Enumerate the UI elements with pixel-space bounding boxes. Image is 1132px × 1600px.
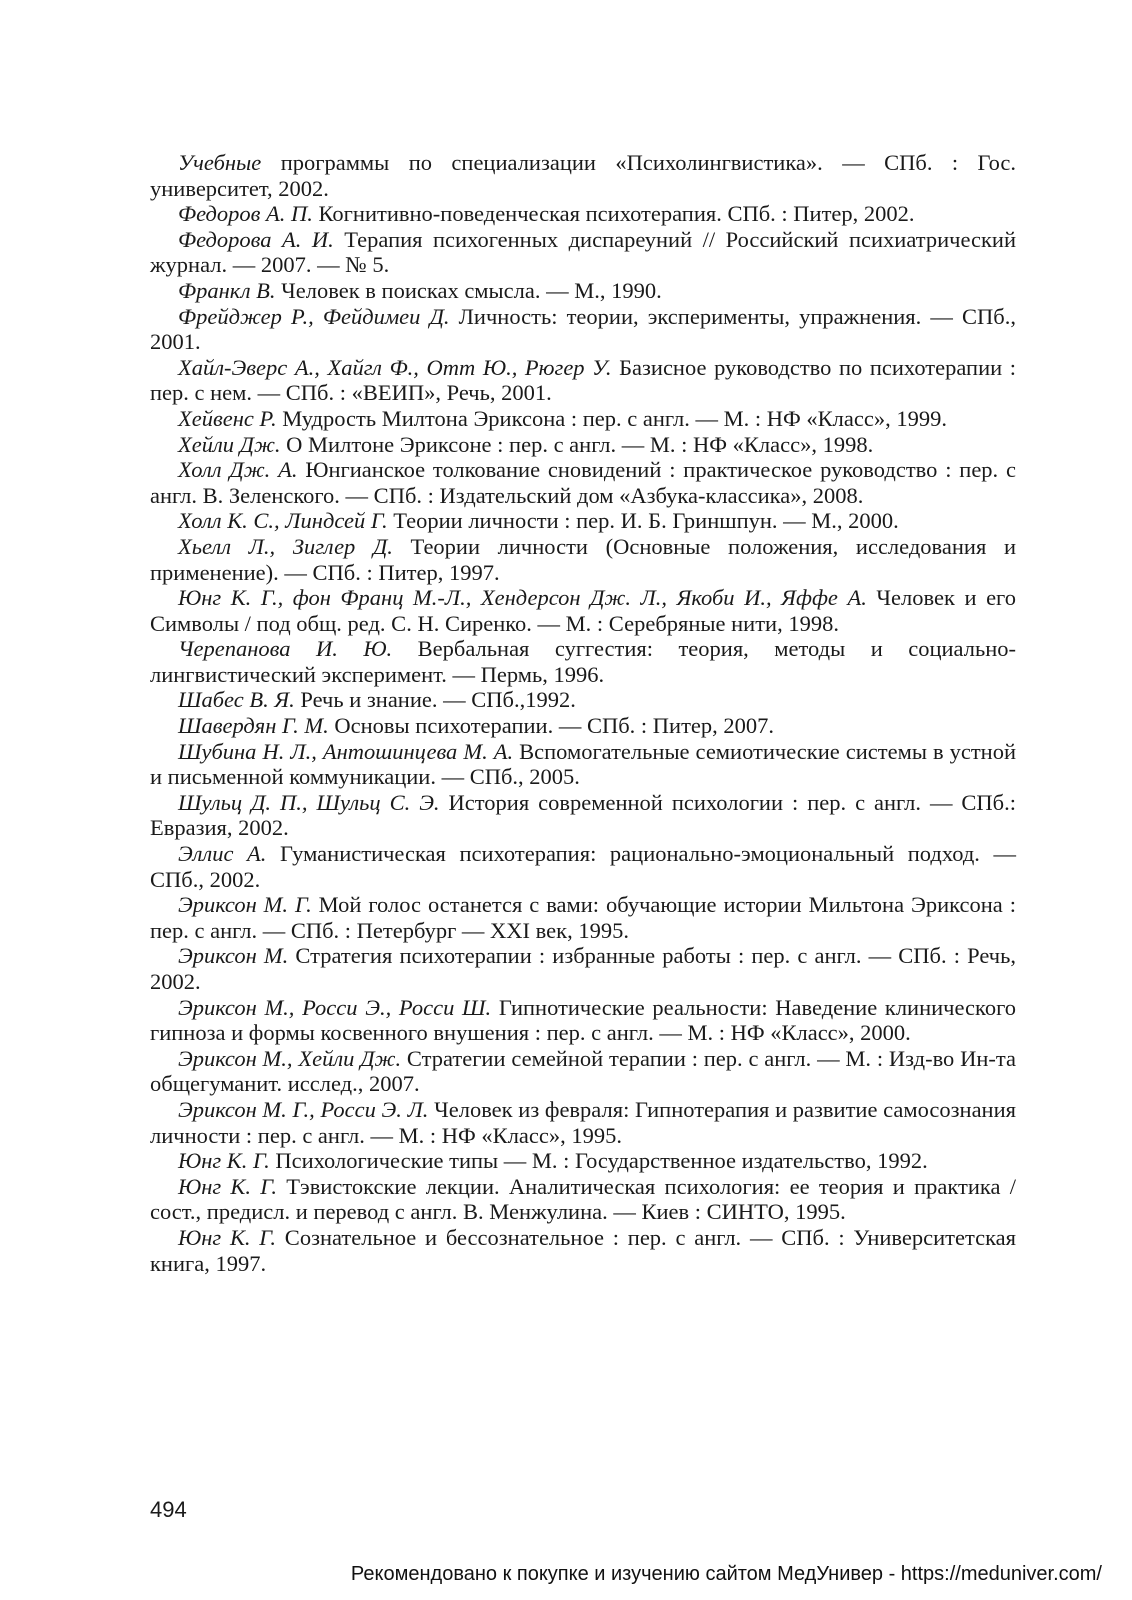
entry-text: Гуманистическая психотерапия: рационально-эмоциональный подход. — СПб., 2002.: [150, 841, 1017, 892]
bibliography-entry: [150, 508, 1016, 534]
entry-text: Человек в поисках смысла. — М., 1990.: [275, 277, 662, 303]
entry-text: Юнгианское толкование сновидений : практическое руководство : пер. с англ. В. Зеленского. — СПб. : Издательский дом «Азбука-классика», 2008.: [150, 457, 1016, 508]
entry-text: Личность: теории, эксперименты, упражнения. — СПб., 2001.: [150, 303, 1016, 355]
entry-text: Гипнотические реальности: Наведение клинического гипноза и формы косвенного внушения : пер. с англ. — М. : НФ «Класс», 2000.: [150, 994, 1016, 1046]
bibliography-entry: [150, 278, 1016, 304]
entry-author: Эриксон М.: [178, 943, 289, 969]
entry-author: Холл К. С., Линдсей Г.: [178, 508, 388, 534]
footer-recommendation: Рекомендовано к покупке и изучению сайтом МедУнивер - https://meduniver.com/: [350, 1563, 1102, 1585]
bibliography-entry: [150, 1097, 1016, 1148]
entry-text: О Милтоне Эриксоне : пер. с англ. — М. : НФ «Класс», 1998.: [280, 431, 874, 457]
entry-text: Сознательное и бессознательное : пер. с англ. — СПб. : Университетская книга, 1997.: [150, 1224, 1016, 1276]
entry-text: Тэвистокские лекции. Аналитическая психология: ее теория и практика / сост., предисл. и перевод с англ. В. Менжулина. — Киев : СИНТО, 1995.: [150, 1173, 1017, 1225]
entry-author: Учебные: [178, 150, 262, 175]
bibliography-entry: [150, 790, 1016, 841]
entry-author: Эриксон М., Росси Э., Росси Ш.: [178, 994, 492, 1020]
bibliography-entry: [150, 1225, 1016, 1276]
entry-text: Теории личности (Основные положения, исследования и применение). — СПб. : Питер, 1997.: [150, 533, 1016, 585]
entry-text: Теории личности : пер. И. Б. Гриншпун. — М., 2000.: [387, 508, 899, 534]
entry-author: Фрейджер Р., Фейдимеи Д.: [178, 303, 450, 329]
entry-text: История современной психологии : пер. с англ. — СПб.: Евразия, 2002.: [150, 789, 1016, 841]
entry-author: Эриксон М. Г., Росси Э. Л.: [178, 1096, 429, 1122]
entry-text: Стратегии семейной терапии : пер. с англ. — М. : Изд-во Ин-та общегуманит. исслед., 2007.: [150, 1045, 1016, 1097]
bibliography-entry: [150, 636, 1016, 687]
bibliography-entry: [150, 892, 1016, 943]
entry-text: Терапия психогенных диспареуний // Российский психиатрический журнал. — 2007. — № 5.: [150, 226, 1016, 278]
entry-author: Эриксон М. Г.: [178, 892, 312, 918]
entry-text: Базисное руководство по психотерапии : пер. с нем. — СПб. : «ВЕИП», Речь, 2001.: [150, 354, 1017, 406]
entry-author: Хейвенс Р.: [178, 405, 277, 431]
bibliography-entry: [150, 995, 1016, 1046]
entry-text: Психологические типы — М. : Государственное издательство, 1992.: [269, 1148, 928, 1174]
entry-author: Шабес В. Я.: [178, 687, 295, 713]
entry-text: Вспомогательные семиотические системы в устной и письменной коммуникации. — СПб., 2005.: [150, 738, 1016, 790]
bibliography-entry: [150, 713, 1016, 739]
entry-author: Федоров А. П.: [178, 201, 313, 227]
entry-author: Хайл-Эверс А., Хайгл Ф., Отт Ю., Рюгер У.: [178, 354, 612, 380]
entry-text: Мудрость Милтона Эриксона : пер. с англ. — М. : НФ «Класс», 1999.: [276, 405, 947, 431]
bibliography-entry: [150, 585, 1016, 636]
bibliography-entry: [150, 534, 1016, 585]
bibliography-entry: [150, 304, 1016, 355]
entry-author: Франкл В.: [178, 277, 276, 303]
bibliography-entry: [150, 201, 1016, 227]
bibliography-entry: [150, 432, 1016, 458]
entry-text: Человек из февраля: Гипнотерапия и развитие самосознания личности : пер. с англ. — М. : НФ «Класс», 1995.: [150, 1096, 1016, 1148]
bibliography-entry: [150, 1046, 1016, 1097]
entry-author: Федорова А. И.: [178, 226, 334, 252]
entry-author: Юнг К. Г.: [178, 1173, 278, 1199]
entry-author: Юнг К. Г.: [178, 1224, 277, 1250]
bibliography-entry: [150, 355, 1016, 406]
entry-author: Шульц Д. П., Шульц С. Э.: [178, 789, 440, 815]
entry-text: программы по специализации «Психолингвистика». — СПб. : Гос. университет, 2002.: [150, 150, 1016, 201]
entry-text: Вербальная суггестия: теория, методы и социально-лингвистический эксперимент. — Пермь, 1996.: [150, 636, 1016, 687]
entry-text: Стратегия психотерапии : избранные работы : пер. с англ. — СПб. : Речь, 2002.: [150, 943, 1016, 994]
bibliography-entry: [150, 406, 1016, 432]
entry-author: Юнг К. Г.: [178, 1148, 270, 1174]
bibliography-entry: [150, 943, 1016, 994]
page-number: 494: [150, 1497, 187, 1522]
entry-author: Хьелл Л., Зиглер Д.: [178, 533, 393, 559]
entry-text: Человек и его Символы / под общ. ред. С. Н. Сиренко. — М. : Серебряные нити, 1998.: [150, 585, 1016, 636]
entry-author: Эриксон М., Хейли Дж.: [178, 1045, 402, 1071]
bibliography-entry: [150, 687, 1016, 713]
entry-text: Речь и знание. — СПб.,1992.: [294, 687, 576, 713]
entry-author: Черепанова И. Ю.: [178, 636, 393, 662]
entry-author: Шубина Н. Л., Антошинцева М. А.: [178, 738, 514, 764]
bibliography-entry: [150, 739, 1016, 790]
bibliography-entry: [150, 227, 1016, 278]
entry-text: Основы психотерапии. — СПб. : Питер, 2007.: [328, 713, 775, 739]
bibliography-list: [150, 150, 1016, 1276]
entry-author: Эллис А.: [178, 841, 267, 867]
bibliography-entry: [150, 457, 1016, 508]
entry-author: Хейли Дж.: [178, 431, 281, 457]
bibliography-entry: [150, 1174, 1016, 1225]
bibliography-entry: [150, 841, 1016, 892]
entry-author: Холл Дж. А.: [178, 457, 298, 483]
entry-author: Шавердян Г. М.: [178, 713, 329, 739]
entry-author: Юнг К. Г., фон Франц М.-Л., Хендерсон Дж. Л., Якоби И., Яффе А.: [178, 585, 867, 611]
entry-text: Когнитивно-поведенческая психотерапия. СПб. : Питер, 2002.: [312, 201, 915, 227]
bibliography-entry: [150, 1148, 1016, 1174]
bibliography-entry: [150, 150, 1016, 201]
entry-text: Мой голос останется с вами: обучающие истории Мильтона Эриксона : пер. с англ. — СПб. : Петербург — XXI век, 1995.: [150, 892, 1016, 943]
